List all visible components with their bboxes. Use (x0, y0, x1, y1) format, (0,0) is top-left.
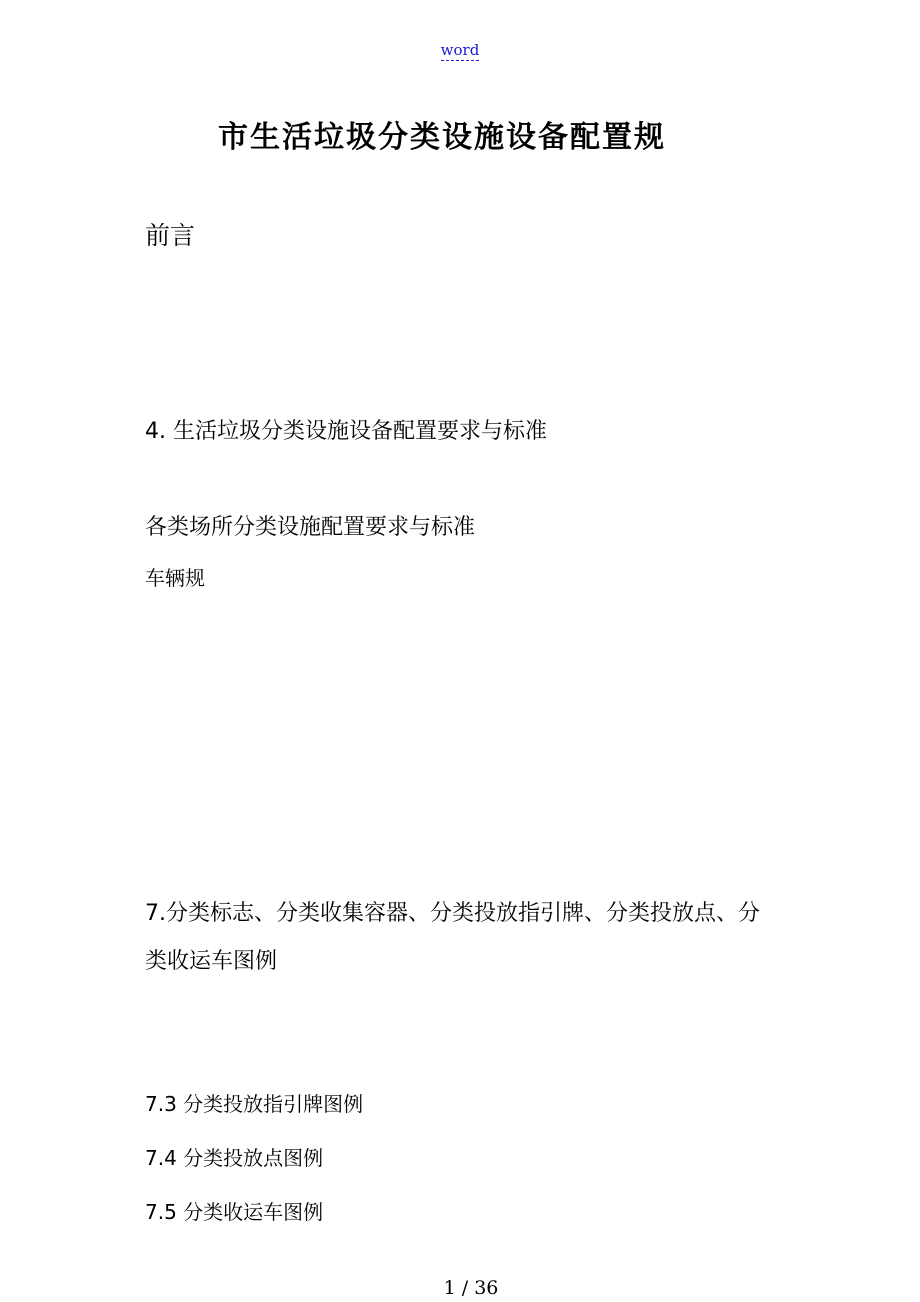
header (0, 41, 920, 59)
subsection-heading: 各类场所分类设施配置要求与标准 (145, 515, 476, 540)
document-title: 市生活垃圾分类设施设备配置规 (218, 120, 666, 155)
section-7-heading-line2: 类收运车图例 (145, 949, 278, 974)
section-7-heading-line1: 7.分类标志、分类收集容器、分类投放指引牌、分类投放点、分 (145, 901, 760, 926)
page-number: 1 / 36 (443, 1277, 499, 1299)
section-7-5-heading: 7.5 分类收运车图例 (145, 1200, 324, 1224)
section-4-heading: 4. 生活垃圾分类设施设备配置要求与标准 (145, 419, 547, 444)
vehicle-heading: 车辆规 (145, 566, 205, 590)
section-7-3-heading: 7.3 分类投放指引牌图例 (145, 1092, 364, 1116)
section-7-4-heading: 7.4 分类投放点图例 (145, 1146, 324, 1170)
preface-heading: 前言 (145, 221, 196, 250)
header-word-link[interactable]: word (440, 41, 480, 59)
